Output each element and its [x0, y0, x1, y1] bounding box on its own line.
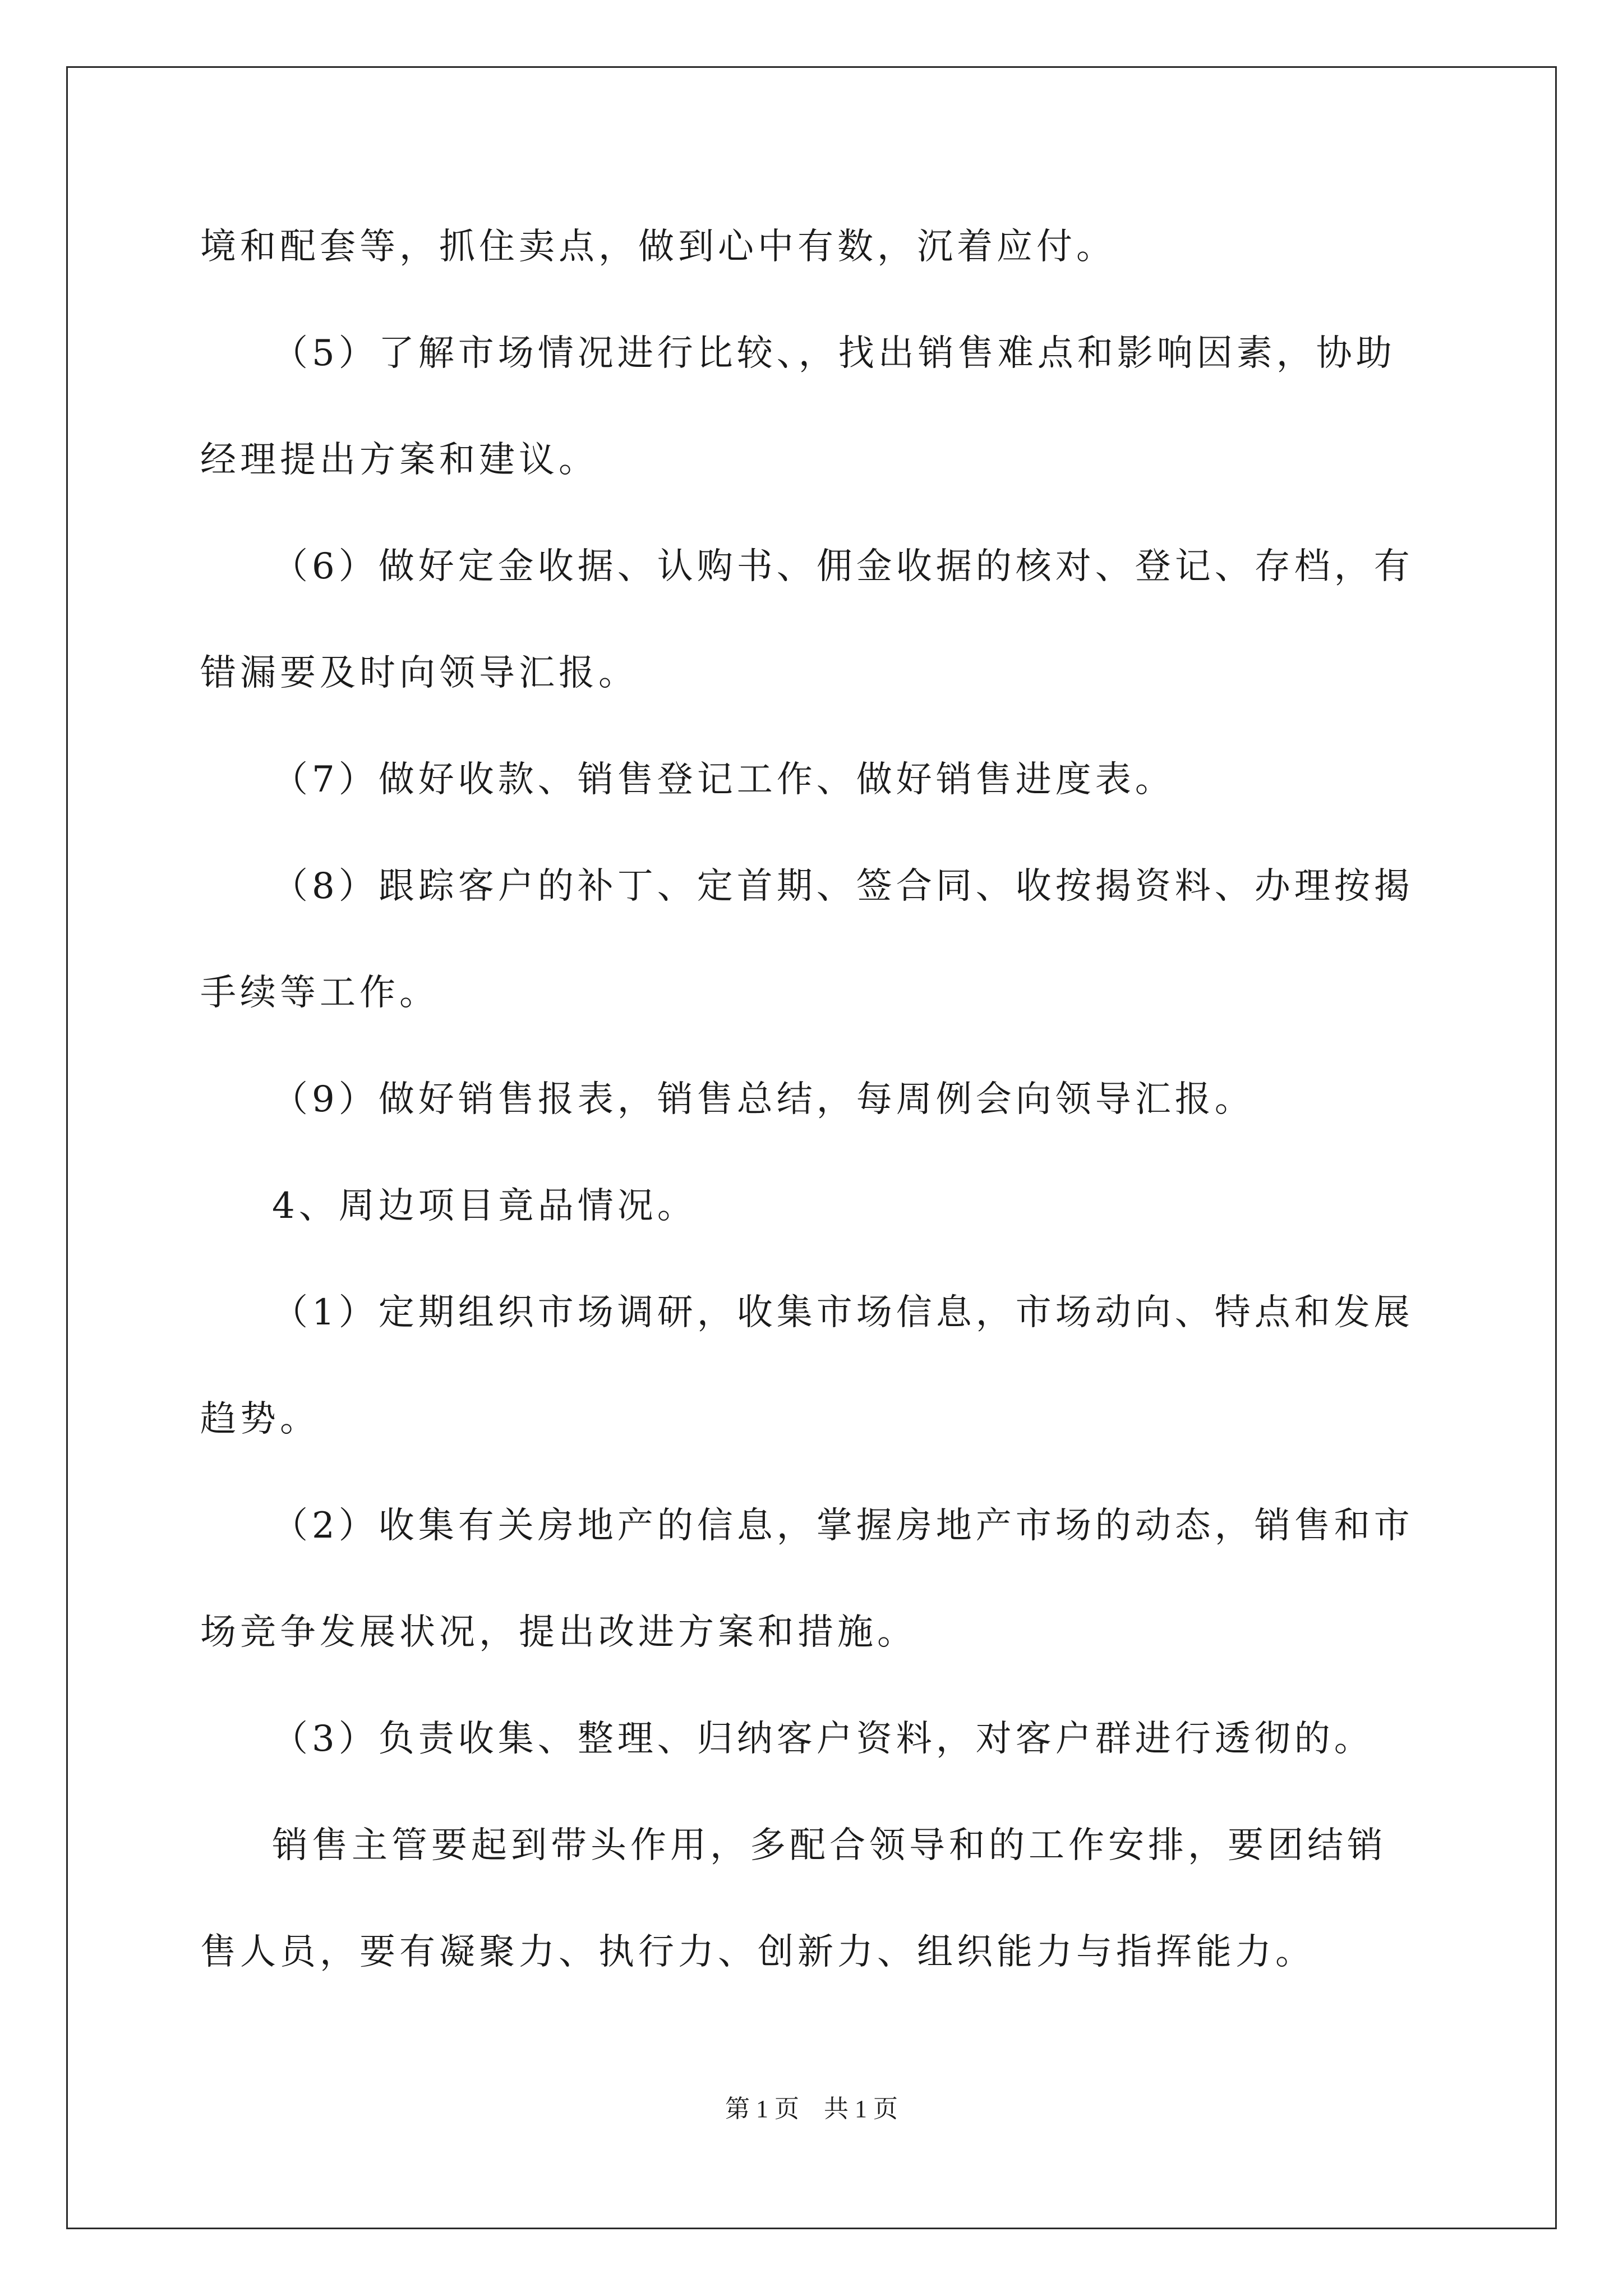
page-footer — [0, 2092, 1623, 2126]
text-line: 售人员，要有凝聚力、执行力、创新力、组织能力与指挥能力。 — [200, 1931, 1315, 1973]
page-number: 第 1 页 — [725, 2095, 799, 2123]
text-line: 经理提出方案和建议。 — [200, 439, 598, 481]
text-line: （8）跟踪客户的补丁、定首期、签合同、收按揭资料、办理按揭 — [272, 866, 1414, 907]
text-line: （9）做好销售报表，销售总结，每周例会向领导汇报。 — [272, 1079, 1255, 1120]
text-line: 手续等工作。 — [200, 972, 439, 1014]
text-line: 错漏要及时向领导汇报。 — [200, 652, 638, 694]
text-line: 场竞争发展状况，提出改进方案和措施。 — [200, 1612, 917, 1653]
text-line: 销售主管要起到带头作用，多配合领导和的工作安排，要团结销 — [272, 1825, 1387, 1866]
section-heading: 4、周边项目竟品情况。 — [272, 1185, 697, 1227]
text-line: （1）定期组织市场调研，收集市场信息，市场动向、特点和发展 — [272, 1292, 1414, 1333]
text-line: （3）负责收集、整理、归纳客户资料，对客户群进行透彻的。 — [272, 1718, 1374, 1760]
text-line: （5）了解市场情况进行比较、，找出销售难点和影响因素，协助 — [272, 333, 1396, 374]
text-line: 境和配套等，抓住卖点，做到心中有数，沉着应付。 — [200, 226, 1116, 268]
page-border — [66, 66, 1557, 2229]
text-line: （6）做好定金收据、认购书、佣金收据的核对、登记、存档，有 — [272, 546, 1414, 587]
text-line: （7）做好收款、销售登记工作、做好销售进度表。 — [272, 759, 1175, 800]
page-total: 共 1 页 — [824, 2095, 898, 2123]
text-line: 趋势。 — [200, 1398, 320, 1440]
text-line: （2）收集有关房地产的信息，掌握房地产市场的动态，销售和市 — [272, 1505, 1414, 1547]
